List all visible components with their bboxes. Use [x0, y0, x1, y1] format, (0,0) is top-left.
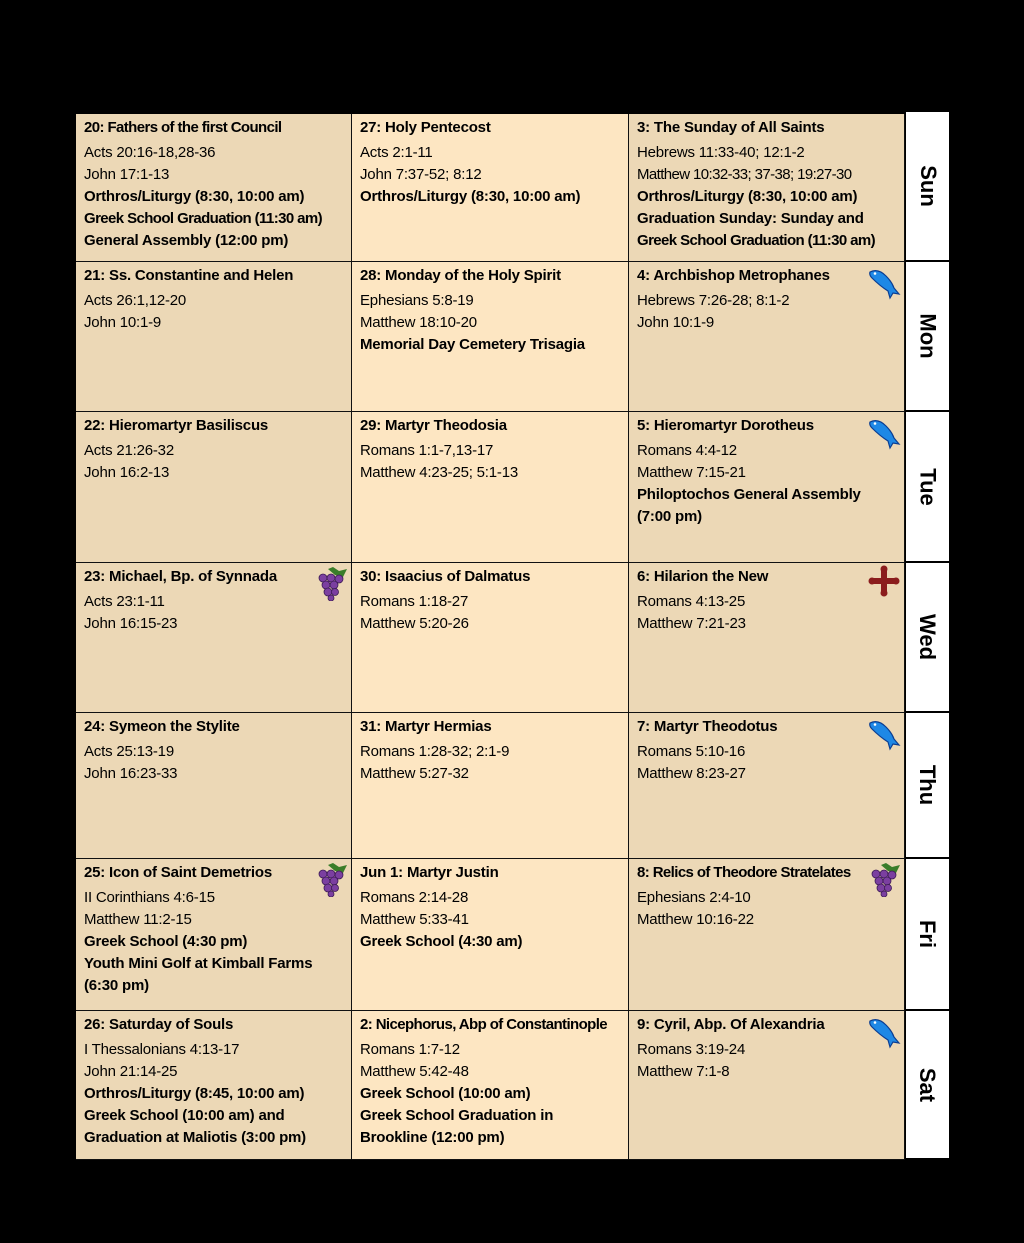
event-line: Greek School (4:30 pm): [84, 933, 248, 950]
event-line: Greek School (10:00 am): [360, 1085, 531, 1102]
calendar-grid: [76, 114, 905, 1160]
day-title: 4: Archbishop Metrophanes: [637, 267, 830, 284]
event-line: Greek School Graduation (11:30 am): [84, 210, 323, 227]
calendar-cell: [352, 859, 629, 1011]
weekday-label-cell: [906, 412, 949, 563]
calendar-cell: [352, 713, 629, 859]
reading-line: Romans 5:10-16: [637, 743, 746, 760]
reading-line: John 10:1-9: [84, 314, 162, 331]
reading-line: Romans 1:7-12: [360, 1041, 460, 1058]
weekday-column: [906, 112, 949, 1160]
weekday-label-cell: [906, 713, 949, 859]
reading-line: Romans 1:28-32; 2:1-9: [360, 743, 510, 760]
event-line: Youth Mini Golf at Kimball Farms: [84, 955, 313, 972]
calendar-cell: [76, 1011, 352, 1160]
weekday-label: Fri: [915, 919, 941, 949]
reading-line: Hebrews 7:26-28; 8:1-2: [637, 292, 790, 309]
event-line: (7:00 pm): [637, 508, 702, 525]
calendar-cell: [76, 114, 352, 262]
event-line: (6:30 pm): [84, 977, 149, 994]
weekday-label: Sun: [915, 165, 941, 207]
calendar-cell: [352, 114, 629, 262]
day-title: Jun 1: Martyr Justin: [360, 864, 499, 881]
reading-line: John 10:1-9: [637, 314, 715, 331]
reading-line: Romans 3:19-24: [637, 1041, 746, 1058]
reading-line: Ephesians 2:4-10: [637, 889, 751, 906]
day-title: 6: Hilarion the New: [637, 568, 769, 585]
event-line: Orthros/Liturgy (8:30, 10:00 am): [360, 188, 581, 205]
calendar-cell: [352, 563, 629, 713]
calendar-cell: [76, 859, 352, 1011]
calendar-cell: [629, 1011, 905, 1160]
event-line: Greek School (10:00 am) and: [84, 1107, 285, 1124]
day-title: 24: Symeon the Stylite: [84, 718, 240, 735]
weekday-label: Sat: [915, 1067, 941, 1102]
grapes-icon: [313, 861, 349, 897]
calendar-cell: [76, 412, 352, 563]
calendar-cell: [629, 563, 905, 713]
calendar-cell: [629, 859, 905, 1011]
reading-line: Matthew 4:23-25; 5:1-13: [360, 464, 518, 481]
event-line: Memorial Day Cemetery Trisagia: [360, 336, 585, 353]
calendar-cell: [76, 262, 352, 412]
event-line: Greek School Graduation (11:30 am): [637, 232, 876, 249]
event-line: Graduation at Maliotis (3:00 pm): [84, 1129, 306, 1146]
day-title: 26: Saturday of Souls: [84, 1016, 234, 1033]
day-title: 25: Icon of Saint Demetrios: [84, 864, 272, 881]
calendar-cell: [629, 412, 905, 563]
weekday-label-cell: [906, 859, 949, 1011]
calendar-cell: [629, 262, 905, 412]
reading-line: Romans 1:18-27: [360, 593, 469, 610]
reading-line: Matthew 5:20-26: [360, 615, 469, 632]
event-line: Greek School Graduation in: [360, 1107, 554, 1124]
day-title: 5: Hieromartyr Dorotheus: [637, 417, 814, 434]
calendar-cell: [76, 713, 352, 859]
reading-line: John 16:23-33: [84, 765, 178, 782]
event-line: Orthros/Liturgy (8:30, 10:00 am): [84, 188, 305, 205]
reading-line: Ephesians 5:8-19: [360, 292, 474, 309]
reading-line: II Corinthians 4:6-15: [84, 889, 215, 906]
calendar-cell: [76, 563, 352, 713]
reading-line: John 7:37-52; 8:12: [360, 166, 482, 183]
reading-line: Matthew 7:15-21: [637, 464, 746, 481]
fish-icon: [866, 1013, 902, 1049]
fish-icon: [866, 715, 902, 751]
event-line: Orthros/Liturgy (8:30, 10:00 am): [637, 188, 858, 205]
day-title: 30: Isaacius of Dalmatus: [360, 568, 531, 585]
reading-line: Hebrews 11:33-40; 12:1-2: [637, 144, 805, 161]
reading-line: John 16:15-23: [84, 615, 178, 632]
event-line: Brookline (12:00 pm): [360, 1129, 505, 1146]
weekday-label: Tue: [915, 467, 941, 506]
day-title: 3: The Sunday of All Saints: [637, 119, 825, 136]
reading-line: John 17:1-13: [84, 166, 170, 183]
cross-icon: [866, 565, 902, 601]
day-title: 21: Ss. Constantine and Helen: [84, 267, 294, 284]
reading-line: Matthew 5:27-32: [360, 765, 469, 782]
day-title: 23: Michael, Bp. of Synnada: [84, 568, 277, 585]
fish-icon: [866, 414, 902, 450]
reading-line: Romans 2:14-28: [360, 889, 469, 906]
calendar-cell: [352, 412, 629, 563]
day-title: 20: Fathers of the first Council: [84, 119, 282, 136]
reading-line: Acts 26:1,12-20: [84, 292, 187, 309]
day-title: 29: Martyr Theodosia: [360, 417, 507, 434]
reading-line: Romans 4:4-12: [637, 442, 737, 459]
event-line: Philoptochos General Assembly: [637, 486, 861, 503]
reading-line: Matthew 11:2-15: [84, 911, 192, 928]
reading-line: John 16:2-13: [84, 464, 170, 481]
reading-line: Matthew 8:23-27: [637, 765, 746, 782]
calendar-cell: [352, 1011, 629, 1160]
reading-line: Romans 1:1-7,13-17: [360, 442, 494, 459]
reading-line: I Thessalonians 4:13-17: [84, 1041, 240, 1058]
reading-line: John 21:14-25: [84, 1063, 178, 1080]
day-title: 22: Hieromartyr Basiliscus: [84, 417, 269, 434]
calendar-cell: [352, 262, 629, 412]
day-title: 28: Monday of the Holy Spirit: [360, 267, 561, 284]
reading-line: Acts 25:13-19: [84, 743, 174, 760]
reading-line: Acts 23:1-11: [84, 593, 165, 610]
reading-line: Acts 21:26-32: [84, 442, 174, 459]
reading-line: Acts 2:1-11: [360, 144, 433, 161]
weekday-label: Mon: [915, 313, 941, 359]
weekday-label: Thu: [915, 764, 941, 806]
grapes-icon: [313, 565, 349, 601]
day-title: 2: Nicephorus, Abp of Constantinople: [360, 1016, 608, 1033]
day-title: 8: Relics of Theodore Stratelates: [637, 864, 851, 881]
reading-line: Romans 4:13-25: [637, 593, 746, 610]
day-title: 31: Martyr Hermias: [360, 718, 492, 735]
day-title: 9: Cyril, Abp. Of Alexandria: [637, 1016, 825, 1033]
event-line: General Assembly (12:00 pm): [84, 232, 289, 249]
weekday-label-cell: [906, 563, 949, 713]
day-title: 7: Martyr Theodotus: [637, 718, 778, 735]
reading-line: Matthew 5:33-41: [360, 911, 469, 928]
fish-icon: [866, 264, 902, 300]
weekday-label: Wed: [915, 613, 941, 661]
calendar-cell: [629, 114, 905, 262]
calendar-cell: [629, 713, 905, 859]
reading-line: Matthew 18:10-20: [360, 314, 477, 331]
event-line: Orthros/Liturgy (8:45, 10:00 am): [84, 1085, 305, 1102]
weekday-label-cell: [906, 1011, 949, 1160]
weekday-label-cell: [906, 112, 949, 262]
reading-line: Matthew 5:42-48: [360, 1063, 469, 1080]
weekday-label-cell: [906, 262, 949, 412]
reading-line: Matthew 7:21-23: [637, 615, 746, 632]
reading-line: Matthew 10:16-22: [637, 911, 754, 928]
event-line: Graduation Sunday: Sunday and: [637, 210, 864, 227]
event-line: Greek School (4:30 am): [360, 933, 523, 950]
grapes-icon: [866, 861, 902, 897]
reading-line: Acts 20:16-18,28-36: [84, 144, 216, 161]
reading-line: Matthew 10:32-33; 37-38; 19:27-30: [637, 166, 852, 183]
reading-line: Matthew 7:1-8: [637, 1063, 730, 1080]
day-title: 27: Holy Pentecost: [360, 119, 491, 136]
